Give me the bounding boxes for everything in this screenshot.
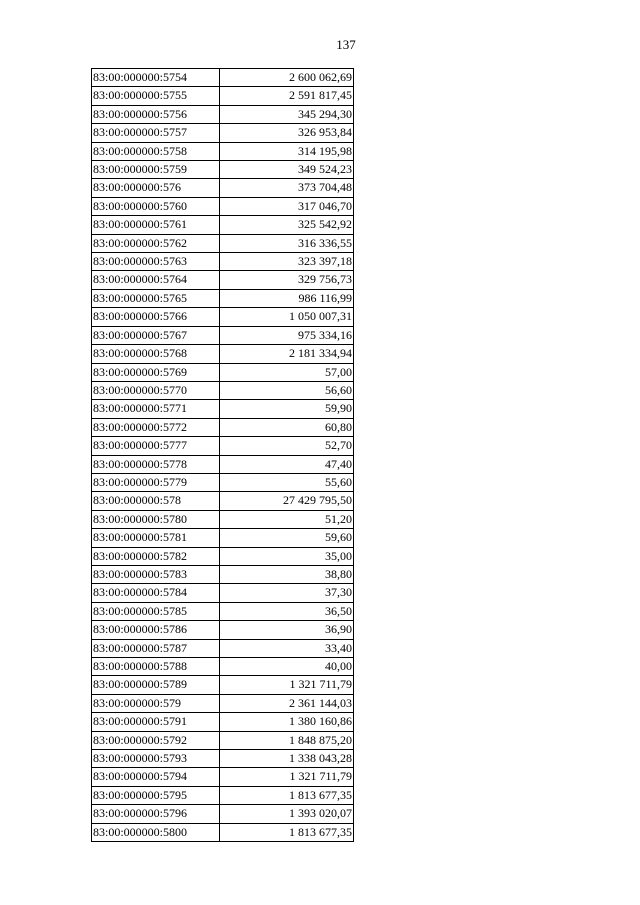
cadastral-number-cell: 83:00:000000:5755: [92, 87, 220, 105]
table-row: [92, 142, 354, 160]
table-body: [92, 69, 354, 842]
cadastral-number-cell: 83:00:000000:5789: [92, 676, 220, 694]
cadastral-number-cell: 83:00:000000:5778: [92, 455, 220, 473]
cadastral-value-cell: 33,40: [220, 639, 354, 657]
cadastral-number-cell: 83:00:000000:5800: [92, 823, 220, 841]
cadastral-number-cell: 83:00:000000:5765: [92, 289, 220, 307]
cadastral-value-cell: 349 524,23: [220, 161, 354, 179]
cadastral-value-cell: 1 848 875,20: [220, 731, 354, 749]
table-row: [92, 455, 354, 473]
table-row: [92, 381, 354, 399]
cadastral-number-cell: 83:00:000000:5777: [92, 437, 220, 455]
table-row: [92, 197, 354, 215]
table-row: [92, 234, 354, 252]
cadastral-value-cell: 1 813 677,35: [220, 786, 354, 804]
cadastral-value-cell: 329 756,73: [220, 271, 354, 289]
table-row: [92, 529, 354, 547]
cadastral-value-cell: 56,60: [220, 381, 354, 399]
table-row: [92, 805, 354, 823]
cadastral-number-cell: 83:00:000000:5762: [92, 234, 220, 252]
cadastral-value-cell: 40,00: [220, 658, 354, 676]
table-row: [92, 179, 354, 197]
cadastral-value-cell: 2 361 144,03: [220, 694, 354, 712]
cadastral-value-cell: 317 046,70: [220, 197, 354, 215]
table-row: [92, 694, 354, 712]
cadastral-number-cell: 83:00:000000:5782: [92, 547, 220, 565]
cadastral-value-cell: 323 397,18: [220, 253, 354, 271]
cadastral-number-cell: 83:00:000000:5760: [92, 197, 220, 215]
cadastral-value-cell: 60,80: [220, 418, 354, 436]
cadastral-number-cell: 83:00:000000:5780: [92, 510, 220, 528]
cadastral-number-cell: 83:00:000000:5764: [92, 271, 220, 289]
cadastral-number-cell: 83:00:000000:5796: [92, 805, 220, 823]
cadastral-value-cell: 345 294,30: [220, 105, 354, 123]
cadastral-value-cell: 59,90: [220, 400, 354, 418]
cadastral-value-cell: 986 116,99: [220, 289, 354, 307]
cadastral-value-cell: 1 321 711,79: [220, 676, 354, 694]
table-row: [92, 326, 354, 344]
table-row: [92, 124, 354, 142]
table-row: [92, 308, 354, 326]
cadastral-number-cell: 83:00:000000:5779: [92, 473, 220, 491]
cadastral-number-cell: 83:00:000000:5770: [92, 381, 220, 399]
cadastral-number-cell: 83:00:000000:5794: [92, 768, 220, 786]
cadastral-value-cell: 38,80: [220, 565, 354, 583]
table-row: [92, 621, 354, 639]
cadastral-value-cell: 1 338 043,28: [220, 750, 354, 768]
cadastral-value-cell: 1 813 677,35: [220, 823, 354, 841]
table-row: [92, 492, 354, 510]
cadastral-number-cell: 83:00:000000:5756: [92, 105, 220, 123]
cadastral-number-cell: 83:00:000000:5793: [92, 750, 220, 768]
cadastral-number-cell: 83:00:000000:579: [92, 694, 220, 712]
table-row: [92, 768, 354, 786]
cadastral-value-cell: 2 600 062,69: [220, 69, 354, 87]
cadastral-value-cell: 37,30: [220, 584, 354, 602]
cadastral-value-cell: 975 334,16: [220, 326, 354, 344]
table-row: [92, 69, 354, 87]
cadastral-value-cell: 326 953,84: [220, 124, 354, 142]
cadastral-value-cell: 1 050 007,31: [220, 308, 354, 326]
cadastral-value-cell: 1 321 711,79: [220, 768, 354, 786]
cadastral-number-cell: 83:00:000000:5759: [92, 161, 220, 179]
cadastral-value-cell: 36,90: [220, 621, 354, 639]
cadastral-number-cell: 83:00:000000:5783: [92, 565, 220, 583]
table-row: [92, 750, 354, 768]
table-row: [92, 105, 354, 123]
cadastral-value-cell: 314 195,98: [220, 142, 354, 160]
table-row: [92, 271, 354, 289]
table-row: [92, 473, 354, 491]
page-number: 137: [336, 37, 356, 52]
table-row: [92, 253, 354, 271]
cadastral-number-cell: 83:00:000000:5781: [92, 529, 220, 547]
cadastral-number-cell: 83:00:000000:5763: [92, 253, 220, 271]
table-row: [92, 289, 354, 307]
table-row: [92, 87, 354, 105]
table-row: [92, 547, 354, 565]
cadastral-number-cell: 83:00:000000:5769: [92, 363, 220, 381]
cadastral-number-cell: 83:00:000000:578: [92, 492, 220, 510]
table-row: [92, 363, 354, 381]
cadastral-number-cell: 83:00:000000:5768: [92, 345, 220, 363]
table-row: [92, 713, 354, 731]
cadastral-number-cell: 83:00:000000:5795: [92, 786, 220, 804]
cadastral-value-cell: 47,40: [220, 455, 354, 473]
table-row: [92, 418, 354, 436]
cadastral-value-cell: 316 336,55: [220, 234, 354, 252]
cadastral-value-cell: 36,50: [220, 602, 354, 620]
cadastral-value-cell: 51,20: [220, 510, 354, 528]
cadastral-number-cell: 83:00:000000:5754: [92, 69, 220, 87]
table-row: [92, 510, 354, 528]
cadastral-number-cell: 83:00:000000:5772: [92, 418, 220, 436]
cadastral-value-cell: 35,00: [220, 547, 354, 565]
table-row: [92, 639, 354, 657]
table-row: [92, 161, 354, 179]
cadastral-number-cell: 83:00:000000:5766: [92, 308, 220, 326]
cadastral-value-cell: 59,60: [220, 529, 354, 547]
table-row: [92, 584, 354, 602]
table-row: [92, 658, 354, 676]
cadastral-value-cell: 1 380 160,86: [220, 713, 354, 731]
cadastral-number-cell: 83:00:000000:5784: [92, 584, 220, 602]
cadastral-number-cell: 83:00:000000:5785: [92, 602, 220, 620]
table-row: [92, 731, 354, 749]
table-row: [92, 786, 354, 804]
cadastral-number-cell: 83:00:000000:5761: [92, 216, 220, 234]
cadastral-number-cell: 83:00:000000:5771: [92, 400, 220, 418]
table-row: [92, 823, 354, 841]
cadastral-value-cell: 27 429 795,50: [220, 492, 354, 510]
cadastral-value-cell: 52,70: [220, 437, 354, 455]
cadastral-number-cell: 83:00:000000:5767: [92, 326, 220, 344]
cadastral-value-cell: 2 181 334,94: [220, 345, 354, 363]
cadastral-number-cell: 83:00:000000:5788: [92, 658, 220, 676]
cadastral-value-cell: 373 704,48: [220, 179, 354, 197]
cadastral-number-cell: 83:00:000000:5786: [92, 621, 220, 639]
table-row: [92, 565, 354, 583]
table-row: [92, 345, 354, 363]
cadastral-value-cell: 57,00: [220, 363, 354, 381]
cadastral-number-cell: 83:00:000000:5791: [92, 713, 220, 731]
cadastral-value-table: [91, 68, 354, 842]
table-row: [92, 216, 354, 234]
table-row: [92, 676, 354, 694]
cadastral-value-cell: 2 591 817,45: [220, 87, 354, 105]
table-row: [92, 400, 354, 418]
cadastral-number-cell: 83:00:000000:5757: [92, 124, 220, 142]
table-row: [92, 602, 354, 620]
cadastral-value-cell: 325 542,92: [220, 216, 354, 234]
cadastral-number-cell: 83:00:000000:5758: [92, 142, 220, 160]
cadastral-number-cell: 83:00:000000:576: [92, 179, 220, 197]
cadastral-value-cell: 55,60: [220, 473, 354, 491]
table-row: [92, 437, 354, 455]
cadastral-number-cell: 83:00:000000:5792: [92, 731, 220, 749]
cadastral-number-cell: 83:00:000000:5787: [92, 639, 220, 657]
cadastral-value-cell: 1 393 020,07: [220, 805, 354, 823]
